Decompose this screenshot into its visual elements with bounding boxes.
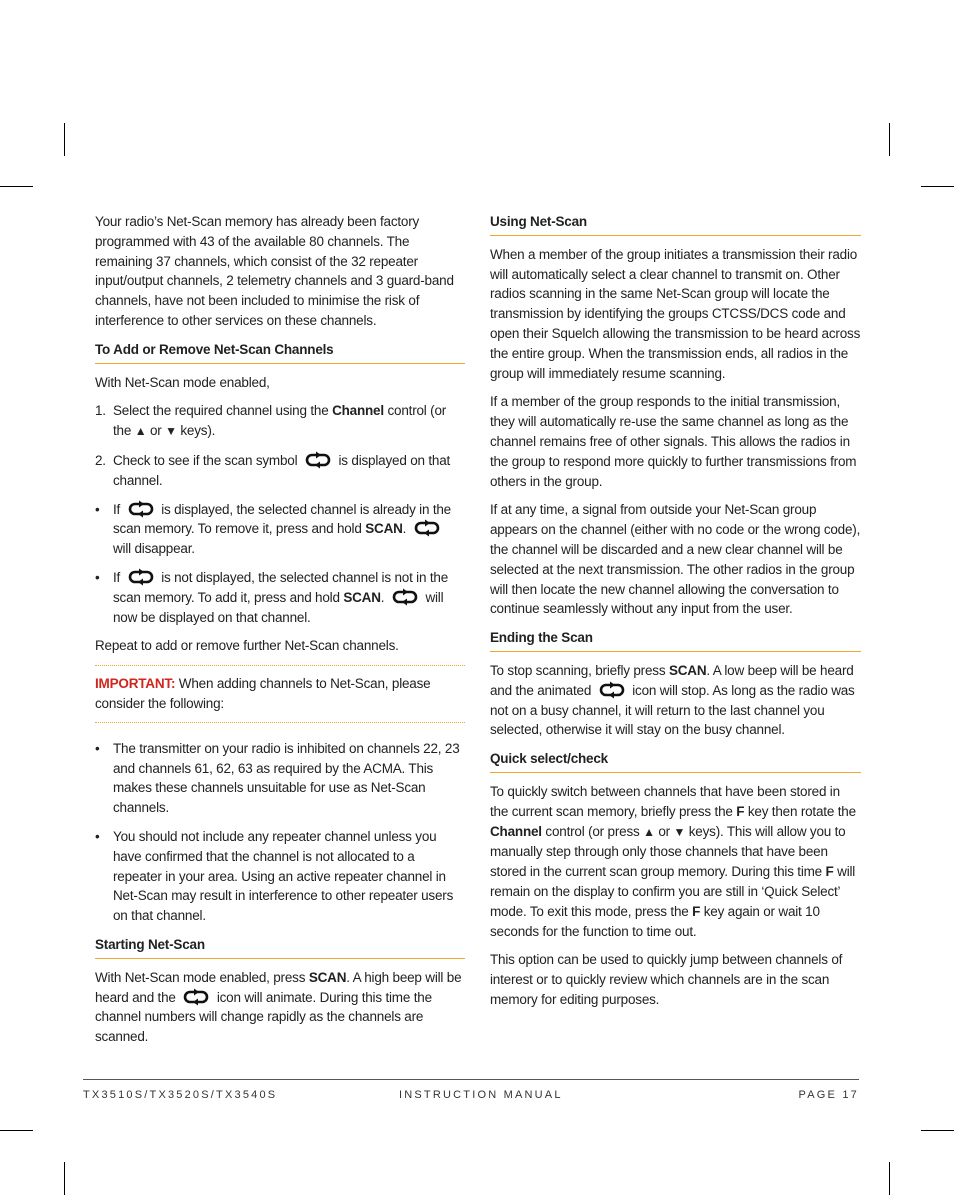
bullet-not-displayed: • If is not displayed, the selected channel is not in the scan memory. To add it, press and hold SCAN. will now be displayed on that channel. [95,569,448,625]
scan-loop-icon [126,568,156,586]
page-footer [83,1079,859,1101]
starting-heading: Starting Net-Scan [95,935,465,959]
down-arrow-icon: ▼ [165,424,177,439]
important-label: IMPORTANT: [95,676,176,692]
footer-manual-title: INSTRUCTION MANUAL [399,1089,563,1101]
ending-heading: Ending the Scan [490,628,861,652]
crop-mark [921,186,954,187]
add-remove-heading: To Add or Remove Net-Scan Channels [95,340,465,364]
scan-loop-icon [390,588,420,606]
quick-heading: Quick select/check [490,749,861,773]
footer-model: TX3510S/TX3520S/TX3540S [83,1089,278,1101]
step-1: 1. Select the required channel using the Channel control (or the ▲ or ▼ keys). [95,403,447,439]
note-transmitter-inhibited: • The transmitter on your radio is inhibited on channels 22, 23 and channels 61, 62, 63 as required by the ACMA. This makes these channels unsuitable for use as Net-Scan channels. [95,740,460,816]
using-paragraph-3: If at any time, a signal from outside your Net-Scan group appears on the channel (either with no code or the wrong code), the channel will be discarded and a new clear channel will be selected at the next transmission. The other radios in the group will then locate the new channel allowing the conversation to continue seamlessly without any input from the user. [490,502,861,617]
scan-loop-icon [303,451,333,469]
down-arrow-icon: ▼ [673,824,686,839]
crop-mark [64,1162,65,1195]
up-arrow-icon: ▲ [134,424,147,439]
using-paragraph-2: If a member of the group responds to the initial transmission, they will automatically re-use the same channel as long as the channel remains free of other signals. This allows the radios in the group to respond more quickly to further transmissions from others in the group. [490,394,857,489]
intro-paragraph: Your radio’s Net-Scan memory has already been factory programmed with 43 of the available 80 channels. The remaining 37 channels, which consist of the 32 repeater input/output channels, 2 telemetry channels and 3 guard-band channels, have not been included to minimise the risk of interference to other services on these channels. [95,214,454,328]
important-notice: IMPORTANT: When adding channels to Net-Scan, please consider the following: [95,665,465,723]
bullet-displayed: • If is displayed, the selected channel is already in the scan memory. To remove it, press and hold SCAN. will disappear. [95,501,451,557]
repeat-text: Repeat to add or remove further Net-Scan channels. [95,638,399,654]
note-repeater-channel: • You should not include any repeater channel unless you have confirmed that the channel is not allocated to a repeater in your area. Using an active repeater channel in Net-Scan may result in interference to other repeater users on that channel. [95,828,454,924]
crop-mark [889,123,890,156]
crop-mark [0,186,33,187]
using-paragraph-1: When a member of the group initiates a transmission their radio will automatically select a clear channel to transmit on. Other radios scanning in the same Net-Scan group will locate the transmission by identifying the groups CTCSS/DCS code and open their Squelch allowing the transmission to be heard across the entire group. When the transmission ends, all radios in the group will immediately resume scanning. [490,246,861,381]
step-2: 2. Check to see if the scan symbol is displayed on that channel. [95,452,451,488]
left-column [95,212,465,1056]
starting-paragraph: With Net-Scan mode enabled, press SCAN. A high beep will be heard and the icon will animate. During this time the channel numbers will change rapidly as the channels are scanned. [95,969,462,1045]
scan-loop-icon [597,681,627,699]
up-arrow-icon: ▲ [643,824,655,839]
scan-loop-icon [181,988,211,1006]
right-column [490,212,861,1019]
quick-paragraph: To quickly switch between channels that have been stored in the current scan memory, briefly press the F key then rotate the Channel control (or press ▲ or ▼ keys). This will allow you to manually step through only those channels that have been stored in the current scan group memory. During this time F will remain on the display to confirm you are still in ‘Quick Select’ mode. To exit this mode, press the F key again or wait 10 seconds for the function to time out. [490,783,856,939]
crop-mark [0,1130,33,1131]
crop-mark [921,1130,954,1131]
crop-mark [889,1162,890,1195]
scan-loop-icon [412,519,442,537]
quick-paragraph-2: This option can be used to quickly jump between channels of interest or to quickly review which channels are in the scan memory for editing purposes. [490,952,843,1007]
footer-page-number: PAGE 17 [798,1089,859,1101]
ending-paragraph: To stop scanning, briefly press SCAN. A low beep will be heard and the animated icon will stop. As long as the radio was not on a busy channel, it will return to the last channel you selected, otherwise it will stay on the busy channel. [490,662,855,738]
using-heading: Using Net-Scan [490,212,861,236]
mode-enabled-text: With Net-Scan mode enabled, [95,374,270,390]
scan-loop-icon [126,500,156,518]
crop-mark [64,123,65,156]
